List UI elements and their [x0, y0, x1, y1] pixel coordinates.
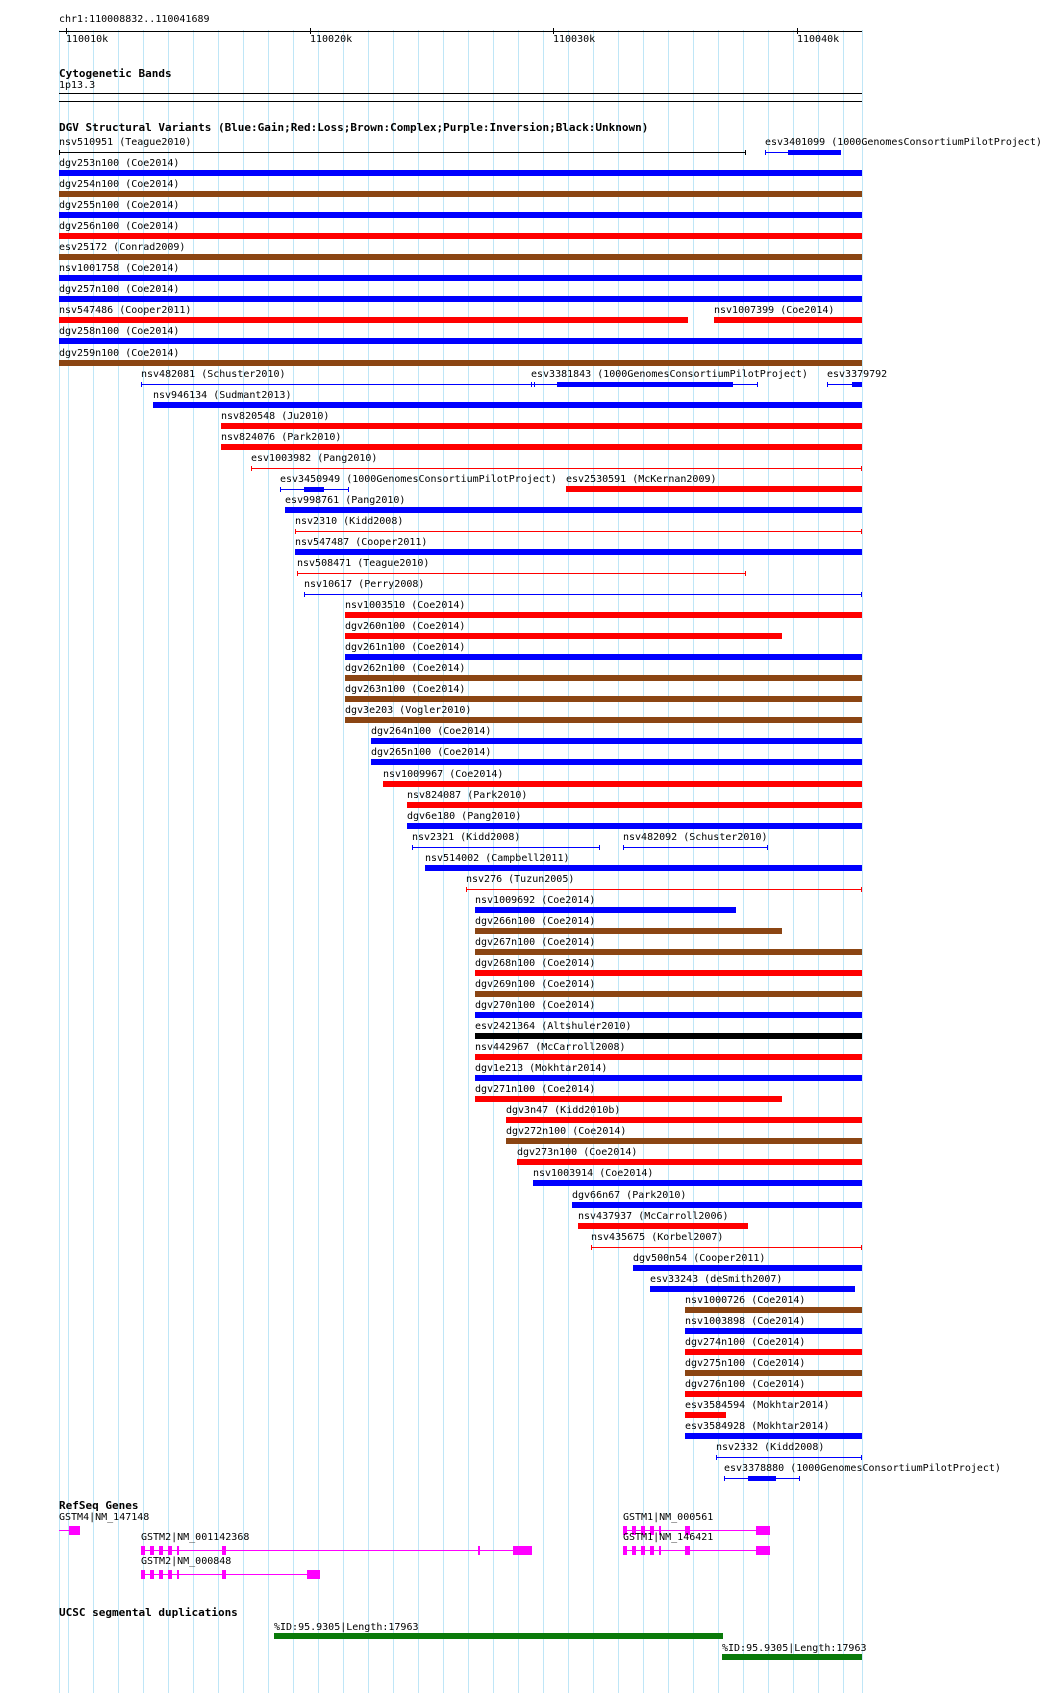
cytoband-line-bottom: [59, 101, 862, 102]
variant-line[interactable]: [412, 847, 600, 848]
variant-bar[interactable]: [517, 1159, 862, 1165]
segdup-track-title: UCSC segmental duplications: [59, 1606, 238, 1619]
ruler-tick: [553, 28, 554, 34]
variant-label: esv3450949 (1000GenomesConsortiumPilotProject): [280, 474, 557, 485]
variant-block[interactable]: [788, 150, 841, 155]
variant-bar[interactable]: [407, 823, 862, 829]
gene-intron-line[interactable]: [623, 1530, 770, 1531]
variant-line[interactable]: [59, 152, 746, 153]
ruler-position-label: chr1:110008832..110041689: [59, 14, 210, 25]
variant-end-tick: [767, 845, 768, 850]
variant-end-tick: [297, 571, 298, 576]
variant-bar[interactable]: [685, 1307, 862, 1313]
variant-bar[interactable]: [345, 675, 862, 681]
variant-end-tick: [412, 845, 413, 850]
variant-bar[interactable]: [59, 233, 862, 239]
variant-end-tick: [280, 487, 281, 492]
variant-label: dgv267n100 (Coe2014): [475, 937, 596, 948]
variant-bar[interactable]: [475, 1075, 862, 1081]
variant-end-tick: [799, 1476, 800, 1481]
variant-bar[interactable]: [685, 1370, 862, 1376]
variant-end-tick: [861, 887, 862, 892]
variant-label: nsv2310 (Kidd2008): [295, 516, 404, 527]
variant-label: dgv262n100 (Coe2014): [345, 663, 466, 674]
gene-label: GSTM1|NM_146421: [623, 1532, 714, 1543]
variant-label: dgv270n100 (Coe2014): [475, 1000, 596, 1011]
variant-bar[interactable]: [59, 338, 862, 344]
variant-label: nsv824076 (Park2010): [221, 432, 342, 443]
ruler-tick: [310, 28, 311, 34]
variant-label: esv1003982 (Pang2010): [251, 453, 378, 464]
gene-exon[interactable]: [756, 1526, 770, 1535]
variant-label: dgv259n100 (Coe2014): [59, 348, 180, 359]
variant-label: dgv6e180 (Pang2010): [407, 811, 522, 822]
variant-label: dgv276n100 (Coe2014): [685, 1379, 806, 1390]
variant-bar[interactable]: [59, 212, 862, 218]
variant-end-tick: [466, 887, 467, 892]
variant-label: nsv547486 (Cooper2011): [59, 305, 192, 316]
segdup-label: %ID:95.9305|Length:17963: [274, 1622, 419, 1633]
variant-bar[interactable]: [345, 654, 862, 660]
variant-label: dgv265n100 (Coe2014): [371, 747, 492, 758]
variant-bar[interactable]: [475, 907, 736, 913]
variant-bar[interactable]: [475, 1096, 782, 1102]
variant-bar[interactable]: [633, 1265, 862, 1271]
gene-exon[interactable]: [69, 1526, 80, 1535]
variant-label: dgv254n100 (Coe2014): [59, 179, 180, 190]
gene-exon[interactable]: [159, 1570, 163, 1579]
variant-label: nsv1003510 (Coe2014): [345, 600, 466, 611]
variant-label: esv3379792: [827, 369, 888, 380]
gene-exon[interactable]: [141, 1570, 145, 1579]
segdup-bar[interactable]: [274, 1633, 723, 1639]
variant-end-tick: [141, 382, 142, 387]
variant-line[interactable]: [716, 1457, 862, 1458]
gene-exon[interactable]: [685, 1546, 690, 1555]
variant-end-tick: [861, 1455, 862, 1460]
gene-label: GSTM4|NM_147148: [59, 1512, 150, 1523]
variant-label: nsv437937 (McCarroll2006): [578, 1211, 729, 1222]
variant-bar[interactable]: [345, 612, 862, 618]
variant-bar[interactable]: [475, 970, 862, 976]
variant-end-tick: [599, 845, 600, 850]
variant-label: dgv253n100 (Coe2014): [59, 158, 180, 169]
segdup-bar[interactable]: [722, 1654, 862, 1660]
variant-label: esv2421364 (Altshuler2010): [475, 1021, 632, 1032]
variant-bar[interactable]: [475, 949, 862, 955]
variant-bar[interactable]: [221, 423, 862, 429]
variant-label: dgv274n100 (Coe2014): [685, 1337, 806, 1348]
variant-bar[interactable]: [650, 1286, 855, 1292]
variant-label: nsv824087 (Park2010): [407, 790, 528, 801]
variant-label: dgv273n100 (Coe2014): [517, 1147, 638, 1158]
variant-label: esv3584928 (Mokhtar2014): [685, 1421, 830, 1432]
variant-end-tick: [861, 1245, 862, 1250]
variant-label: dgv264n100 (Coe2014): [371, 726, 492, 737]
variant-end-tick: [251, 466, 252, 471]
variant-bar[interactable]: [578, 1223, 748, 1229]
variant-bar[interactable]: [685, 1433, 862, 1439]
variant-label: nsv1001758 (Coe2014): [59, 263, 180, 274]
variant-bar[interactable]: [685, 1391, 862, 1397]
variant-label: nsv547487 (Cooper2011): [295, 537, 428, 548]
gene-exon[interactable]: [222, 1546, 226, 1555]
variant-label: dgv257n100 (Coe2014): [59, 284, 180, 295]
variant-bar[interactable]: [506, 1117, 862, 1123]
ruler-tick-label: 110020k: [310, 34, 353, 45]
segdup-label: %ID:95.9305|Length:17963: [722, 1643, 867, 1654]
variant-label: dgv261n100 (Coe2014): [345, 642, 466, 653]
variant-bar[interactable]: [221, 444, 862, 450]
variant-label: nsv482092 (Schuster2010): [623, 832, 768, 843]
variant-label: dgv258n100 (Coe2014): [59, 326, 180, 337]
grid-line: [862, 30, 863, 1693]
variant-label: dgv260n100 (Coe2014): [345, 621, 466, 632]
variant-label: dgv266n100 (Coe2014): [475, 916, 596, 927]
gene-exon[interactable]: [632, 1546, 636, 1555]
variant-label: esv2530591 (McKernan2009): [566, 474, 717, 485]
variant-line[interactable]: [297, 573, 746, 574]
variant-bar[interactable]: [285, 507, 862, 513]
variant-end-tick: [348, 487, 349, 492]
variant-bar[interactable]: [685, 1328, 862, 1334]
gene-exon[interactable]: [177, 1546, 179, 1555]
variant-end-tick: [304, 592, 305, 597]
ruler-tick-label: 110010k: [66, 34, 109, 45]
gene-exon[interactable]: [168, 1570, 172, 1579]
variant-label: esv3401099 (1000GenomesConsortiumPilotProject): [765, 137, 1042, 148]
variant-end-tick: [623, 845, 624, 850]
variant-bar[interactable]: [59, 191, 862, 197]
gene-exon[interactable]: [478, 1546, 480, 1555]
variant-end-tick: [591, 1245, 592, 1250]
variant-label: dgv255n100 (Coe2014): [59, 200, 180, 211]
variant-label: nsv1009692 (Coe2014): [475, 895, 596, 906]
variant-label: nsv2332 (Kidd2008): [716, 1442, 825, 1453]
variant-end-tick: [531, 382, 532, 387]
ruler-tick: [797, 28, 798, 34]
variant-label: dgv500n54 (Cooper2011): [633, 1253, 766, 1264]
variant-line[interactable]: [623, 847, 768, 848]
variant-bar[interactable]: [345, 633, 782, 639]
variant-bar[interactable]: [566, 486, 862, 492]
gene-exon[interactable]: [150, 1570, 154, 1579]
variant-bar[interactable]: [407, 802, 862, 808]
gene-exon[interactable]: [659, 1546, 661, 1555]
variant-bar[interactable]: [383, 781, 862, 787]
gene-exon[interactable]: [150, 1546, 154, 1555]
variant-label: esv998761 (Pang2010): [285, 495, 406, 506]
gene-exon[interactable]: [641, 1546, 645, 1555]
cytoband-line-top: [59, 93, 862, 94]
gene-exon[interactable]: [307, 1570, 320, 1579]
variant-end-tick: [757, 382, 758, 387]
variant-bar[interactable]: [425, 865, 862, 871]
variant-bar[interactable]: [714, 317, 862, 323]
variant-label: dgv275n100 (Coe2014): [685, 1358, 806, 1369]
variant-label: nsv435675 (Korbel2007): [591, 1232, 724, 1243]
variant-block[interactable]: [557, 382, 733, 387]
variant-end-tick: [861, 592, 862, 597]
variant-label: dgv271n100 (Coe2014): [475, 1084, 596, 1095]
variant-label: nsv820548 (Ju2010): [221, 411, 330, 422]
variant-label: nsv2321 (Kidd2008): [412, 832, 521, 843]
gene-exon[interactable]: [623, 1546, 627, 1555]
variant-label: dgv3n47 (Kidd2010b): [506, 1105, 621, 1116]
variant-label: nsv10617 (Perry2008): [304, 579, 425, 590]
variant-bar[interactable]: [475, 1033, 862, 1039]
variant-label: dgv3e203 (Vogler2010): [345, 705, 472, 716]
gene-exon[interactable]: [177, 1570, 179, 1579]
variant-end-tick: [716, 1455, 717, 1460]
variant-label: nsv1000726 (Coe2014): [685, 1295, 806, 1306]
variant-bar[interactable]: [295, 549, 862, 555]
variant-bar[interactable]: [506, 1138, 862, 1144]
gene-exon[interactable]: [159, 1546, 163, 1555]
gene-exon[interactable]: [168, 1546, 172, 1555]
gene-intron-line[interactable]: [141, 1550, 532, 1551]
variant-end-tick: [59, 150, 60, 155]
cytoband-label: 1p13.3: [59, 80, 96, 91]
variant-label: nsv482081 (Schuster2010): [141, 369, 286, 380]
cytoband-track-title: Cytogenetic Bands: [59, 67, 172, 80]
variant-label: nsv510951 (Teague2010): [59, 137, 192, 148]
variant-label: nsv514002 (Campbell2011): [425, 853, 570, 864]
variant-bar[interactable]: [59, 317, 688, 323]
gene-label: GSTM2|NM_000848: [141, 1556, 232, 1567]
variant-end-tick: [295, 529, 296, 534]
variant-label: dgv256n100 (Coe2014): [59, 221, 180, 232]
variant-bar[interactable]: [59, 275, 862, 281]
variant-end-tick: [724, 1476, 725, 1481]
variant-bar[interactable]: [371, 738, 862, 744]
variant-bar[interactable]: [59, 360, 862, 366]
variant-line[interactable]: [141, 384, 535, 385]
variant-bar[interactable]: [475, 928, 782, 934]
variant-label: nsv276 (Tuzun2005): [466, 874, 575, 885]
variant-line[interactable]: [466, 889, 862, 890]
variant-bar[interactable]: [475, 1012, 862, 1018]
variant-label: dgv269n100 (Coe2014): [475, 979, 596, 990]
variant-label: esv3378880 (1000GenomesConsortiumPilotProject): [724, 1463, 1001, 1474]
variant-bar[interactable]: [345, 696, 862, 702]
variant-line[interactable]: [295, 531, 862, 532]
ruler-tick-label: 110040k: [797, 34, 840, 45]
variant-line[interactable]: [591, 1247, 862, 1248]
gene-exon[interactable]: [141, 1546, 145, 1555]
gene-label: GSTM1|NM_000561: [623, 1512, 714, 1523]
variant-end-tick: [861, 466, 862, 471]
variant-label: nsv508471 (Teague2010): [297, 558, 430, 569]
refseq-track-title: RefSeq Genes: [59, 1499, 139, 1512]
variant-label: nsv946134 (Sudmant2013): [153, 390, 292, 401]
variant-block[interactable]: [748, 1476, 776, 1481]
variant-label: esv3584594 (Mokhtar2014): [685, 1400, 830, 1411]
variant-bar[interactable]: [371, 759, 862, 765]
variant-label: dgv66n67 (Park2010): [572, 1190, 687, 1201]
variant-bar[interactable]: [685, 1412, 726, 1418]
variant-label: dgv1e213 (Mokhtar2014): [475, 1063, 608, 1074]
ruler-tick: [66, 28, 67, 34]
variant-label: nsv442967 (McCarroll2008): [475, 1042, 626, 1053]
gene-exon[interactable]: [513, 1546, 532, 1555]
variant-label: nsv1003898 (Coe2014): [685, 1316, 806, 1327]
gene-exon[interactable]: [756, 1546, 770, 1555]
variant-label: esv3381843 (1000GenomesConsortiumPilotProject): [531, 369, 808, 380]
variant-end-tick: [765, 150, 766, 155]
ruler-tick-label: 110030k: [553, 34, 596, 45]
variant-bar[interactable]: [153, 402, 862, 408]
variant-label: esv25172 (Conrad2009): [59, 242, 186, 253]
variant-bar[interactable]: [59, 254, 862, 260]
variant-bar[interactable]: [572, 1202, 862, 1208]
variant-label: nsv1007399 (Coe2014): [714, 305, 835, 316]
variant-end-tick: [827, 382, 828, 387]
variant-bar[interactable]: [475, 991, 862, 997]
variant-end-tick: [861, 529, 862, 534]
variant-label: nsv1009967 (Coe2014): [383, 769, 504, 780]
variant-line[interactable]: [251, 468, 862, 469]
gene-intron-line[interactable]: [623, 1550, 770, 1551]
variant-bar[interactable]: [685, 1349, 862, 1355]
ruler-axis: [59, 31, 862, 32]
variant-line[interactable]: [304, 594, 862, 595]
variant-label: esv33243 (deSmith2007): [650, 1274, 783, 1285]
gene-label: GSTM2|NM_001142368: [141, 1532, 250, 1543]
variant-bar[interactable]: [59, 170, 862, 176]
variant-end-tick: [745, 150, 746, 155]
variant-bar[interactable]: [533, 1180, 862, 1186]
variant-label: dgv263n100 (Coe2014): [345, 684, 466, 695]
gene-exon[interactable]: [222, 1570, 226, 1579]
variant-bar[interactable]: [345, 717, 862, 723]
gene-exon[interactable]: [650, 1546, 654, 1555]
variant-bar[interactable]: [59, 296, 862, 302]
dgv-track-title: DGV Structural Variants (Blue:Gain;Red:Loss;Brown:Complex;Purple:Inversion;Black:Unknown): [59, 121, 649, 134]
variant-bar[interactable]: [475, 1054, 862, 1060]
variant-label: nsv1003914 (Coe2014): [533, 1168, 654, 1179]
variant-label: dgv272n100 (Coe2014): [506, 1126, 627, 1137]
variant-block[interactable]: [852, 382, 862, 387]
variant-end-tick: [745, 571, 746, 576]
variant-block[interactable]: [304, 487, 324, 492]
variant-label: dgv268n100 (Coe2014): [475, 958, 596, 969]
